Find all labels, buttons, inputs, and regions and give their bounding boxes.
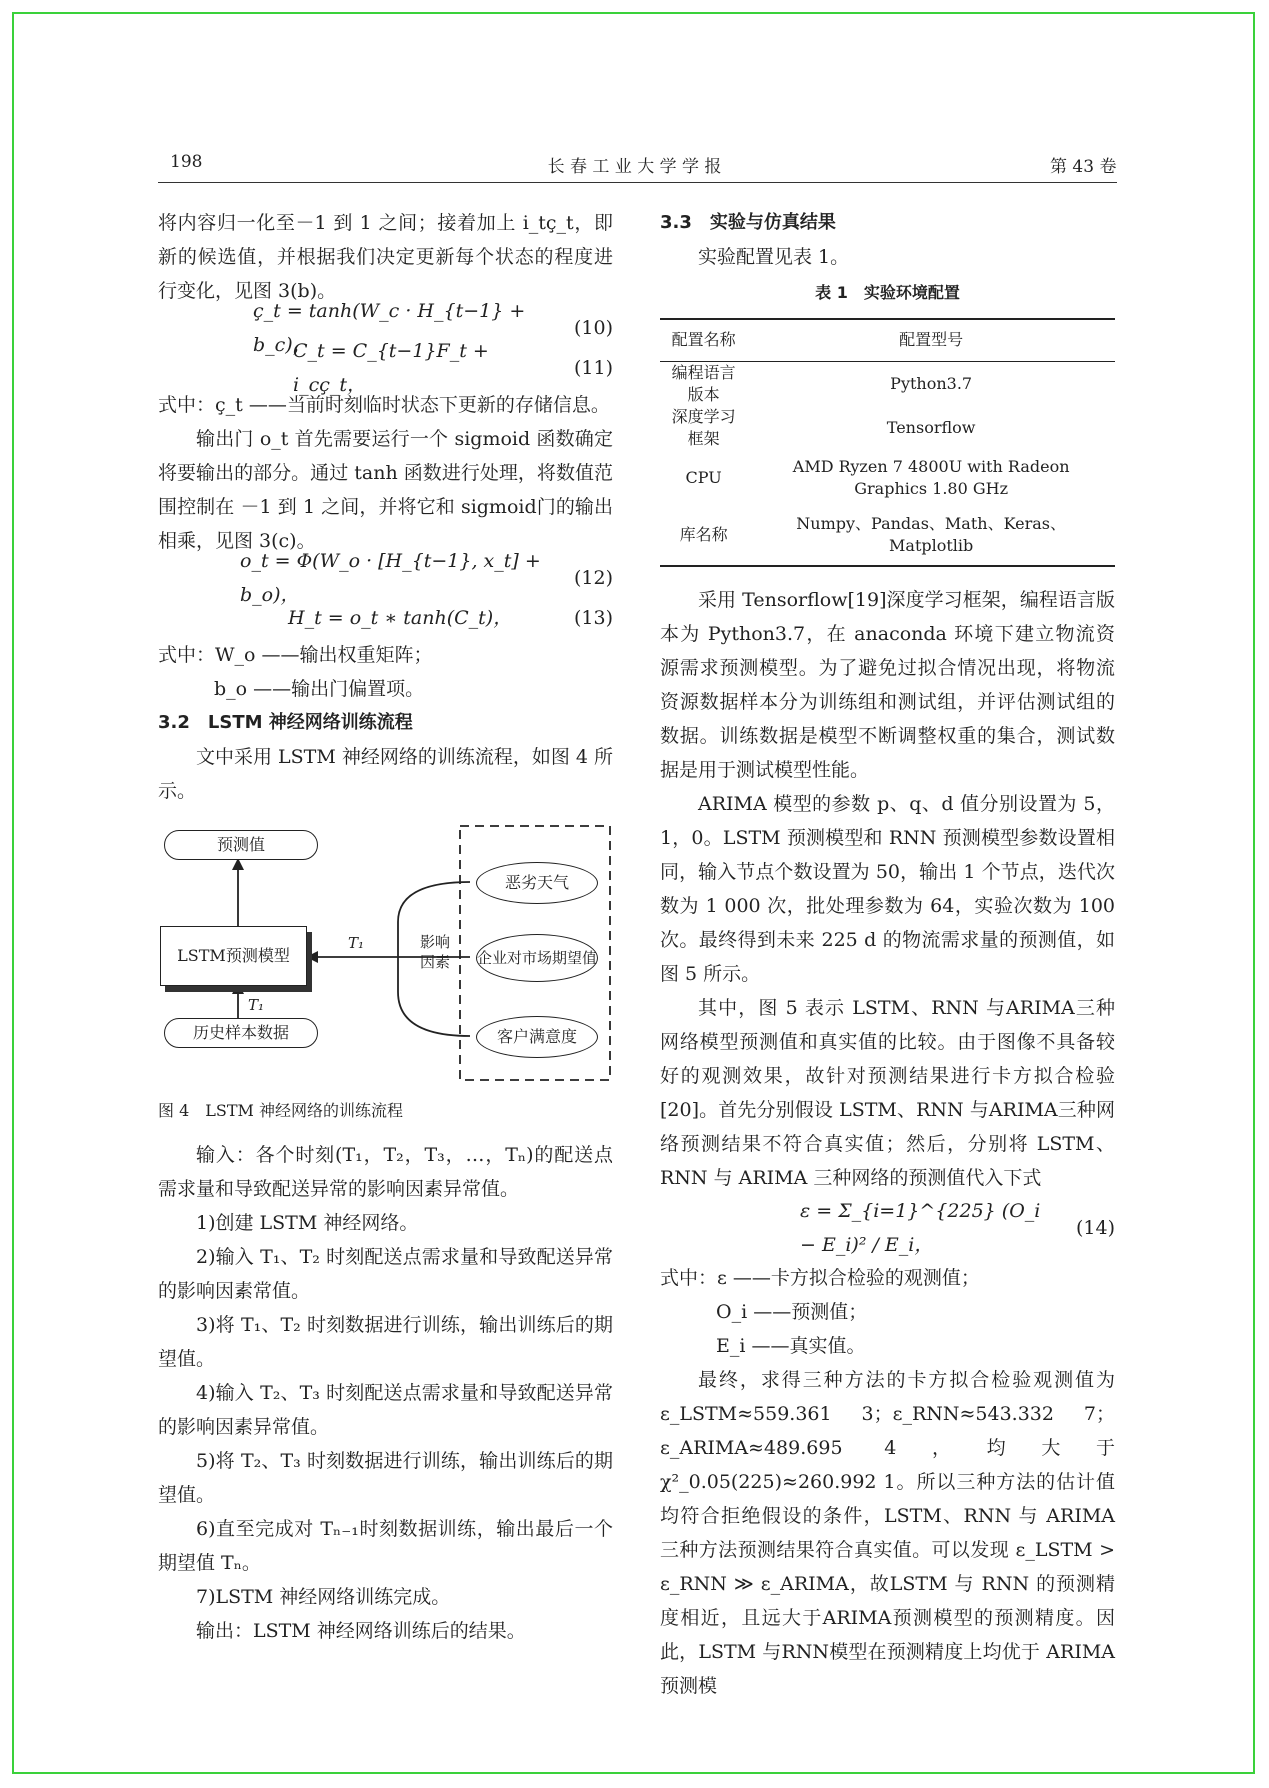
step: 3)将 T₁、T₂ 时刻数据进行训练，输出训练后的期望值。 xyxy=(158,1314,613,1370)
where-line: O_i ——预测值； xyxy=(716,1300,868,1323)
journal-title: 长 春 工 业 大 学 学 报 xyxy=(547,157,722,177)
section-heading: 3.3 实验与仿真结果 xyxy=(660,212,836,233)
page-number: 198 xyxy=(170,152,203,172)
table-title: 表 1 实验环境配置 xyxy=(815,283,960,302)
step: 1)创建 LSTM 神经网络。 xyxy=(196,1212,419,1234)
equation-11: C_t = C_{t−1}F_t + i_cç_t， (11) xyxy=(293,340,613,396)
factor-label: 影响因素 xyxy=(420,933,451,971)
header-rule xyxy=(158,182,1117,183)
table-cell: CPU xyxy=(685,467,722,487)
pred-value-box: 预测值 xyxy=(164,830,318,860)
section-heading: 3.2 LSTM 神经网络训练流程 xyxy=(158,712,413,733)
table-header-cell: 配置型号 xyxy=(899,330,964,350)
paragraph: 输出门 o_t 首先需要运行一个 sigmoid 函数确定将要输出的部分。通过 tanh 函数进行处理，将数值范围控制在 －1 到 1 之间，并将它和 sigmoid门的输出相乘，见图 3(c)。 xyxy=(158,428,613,552)
lstm-model-box: LSTM预测模型 xyxy=(160,926,307,986)
paragraph: 其中，图 5 表示 LSTM、RNN 与ARIMA三种网络模型预测值和真实值的比较。由于图像不具备较好的观测效果，故针对预测结果进行卡方拟合检验[20]。首先分别假设 LSTM、RNN 与ARIMA三种网络预测结果不符合真实值；然后，分别将 LSTM、RNN 与 ARIMA 三种网络的预测值代入下式 xyxy=(660,996,1115,1189)
volume-label: 第 43 卷 xyxy=(1050,157,1117,177)
table-header-row xyxy=(660,319,1115,361)
step: 4)输入 T₂、T₃ 时刻配送点需求量和导致配送异常的影响因素异常值。 xyxy=(158,1382,613,1438)
factor-expectation: 企业对市场期望值 xyxy=(476,934,598,982)
table-row xyxy=(660,361,1115,406)
table-cell: 深度学习框架 xyxy=(671,406,736,448)
step: 2)输入 T₁、T₂ 时刻配送点需求量和导致配送异常的影响因素常值。 xyxy=(158,1246,613,1302)
table-row xyxy=(660,506,1115,566)
equation-13: H_t = o_t ∗ tanh(C_t)， (13) xyxy=(288,607,613,629)
table-cell: Tensorflow xyxy=(886,417,976,437)
left-column xyxy=(158,206,613,1648)
step: 5)将 T₂、T₃ 时刻数据进行训练，输出训练后的期望值。 xyxy=(158,1450,613,1506)
paragraph: 式中：ç_t ——当前时刻临时状态下更新的存储信息。 xyxy=(158,394,610,416)
paragraph: 输入：各个时刻(T₁，T₂，T₃，…，Tₙ)的配送点需求量和导致配送异常的影响因素异常值。 xyxy=(158,1144,613,1200)
table-header-cell: 配置名称 xyxy=(671,330,736,350)
where-line: 式中：W_o ——输出权重矩阵； xyxy=(158,644,433,666)
step: 6)直至完成对 Tₙ₋₁时刻数据训练，输出最后一个期望值 Tₙ。 xyxy=(158,1518,613,1574)
figure-caption: 图 4 LSTM 神经网络的训练流程 xyxy=(158,1101,403,1120)
equation-12: o_t = Φ(W_o · [H_{t−1}, x_t] + b_o)， (12) xyxy=(240,550,613,606)
config-table xyxy=(660,318,1115,567)
table-row xyxy=(660,406,1115,450)
step: 7)LSTM 神经网络训练完成。 xyxy=(196,1586,451,1608)
right-column xyxy=(660,206,1115,1703)
paragraph: 将内容归一化至－1 到 1 之间；接着加上 i_tç_t，即新的候选值，并根据我们决定更新每个状态的程度进行变化，见图 3(b)。 xyxy=(158,212,613,302)
table-cell: 编程语言版本 xyxy=(671,362,736,404)
where-line: 式中：ε ——卡方拟合检验的观测值； xyxy=(660,1266,980,1289)
equation-10: ç_t = tanh(W_c · H_{t−1} + b_c)， (10) xyxy=(253,300,613,356)
paragraph: 输出：LSTM 神经网络训练后的结果。 xyxy=(196,1620,526,1642)
paragraph: 文中采用 LSTM 神经网络的训练流程，如图 4 所示。 xyxy=(158,746,614,802)
table-cell: 库名称 xyxy=(679,525,728,544)
table-row xyxy=(660,450,1115,506)
paragraph: 最终，求得三种方法的卡方拟合检验观测值为 ε_LSTM≈559.361 3；ε_RNN≈543.332 7；ε_ARIMA≈489.695 4，均大于 χ²_0.05(225)≈260.992 1。所以三种方法的估计值均符合拒绝假设的条件，LSTM、RNN 与 ARIMA 三种方法预测结果符合真实值。可以发现 ε_LSTM > ε_RNN ≫ ε_ARIMA，故LSTM 与 RNN 的预测精度相近，且远大于ARIMA预测模型的预测精度。因此，LSTM 与RNN模型在预测精度上均优于 ARIMA 预测模 xyxy=(660,1368,1115,1697)
table-cell: Python3.7 xyxy=(890,373,973,393)
equation-14: ε = Σ_{i=1}^{225} (O_i − E_i)² / E_i， (14) xyxy=(800,1199,1115,1256)
table-cell: Numpy、Pandas、Math、Keras、Matplotlib xyxy=(796,514,1066,555)
arrowhead-left-icon xyxy=(306,951,318,963)
paragraph: 实验配置见表 1。 xyxy=(698,246,850,268)
factor-weather: 恶劣天气 xyxy=(476,862,598,904)
where-line: E_i ——真实值。 xyxy=(716,1334,866,1357)
paragraph: ARIMA 模型的参数 p、q、d 值分别设置为 5，1，0。LSTM 预测模型和 RNN 预测模型参数设置相同，输入节点个数设置为 50，输出 1 个节点，迭代次数为 1 000 次，批处理参数为 64，实验次数为 100 次。最终得到未来 225 d 的物流需求量的预测值，如图 5 所示。 xyxy=(660,792,1115,985)
figure-4-flowchart xyxy=(158,822,613,1084)
table-cell: AMD Ryzen 7 4800U with Radeon Graphics 1.80 GHz xyxy=(792,456,1070,498)
where-line: b_o ——输出门偏置项。 xyxy=(214,678,425,700)
history-data-box: 历史样本数据 xyxy=(164,1018,318,1048)
paragraph: 采用 Tensorflow[19]深度学习框架，编程语言版本为 Python3.7，在 anaconda 环境下建立物流资源需求预测模型。为了避免过拟合情况出现，将物流资源数据样本分为训练组和测试组，并评估测试组的数据。训练数据是模型不断调整权重的集合，测试数据是用于测试模型性能。 xyxy=(660,588,1115,781)
t1-label: T₁ xyxy=(348,934,365,952)
t1-label: T₁ xyxy=(248,996,265,1014)
factor-satisfaction: 客户满意度 xyxy=(476,1016,598,1058)
